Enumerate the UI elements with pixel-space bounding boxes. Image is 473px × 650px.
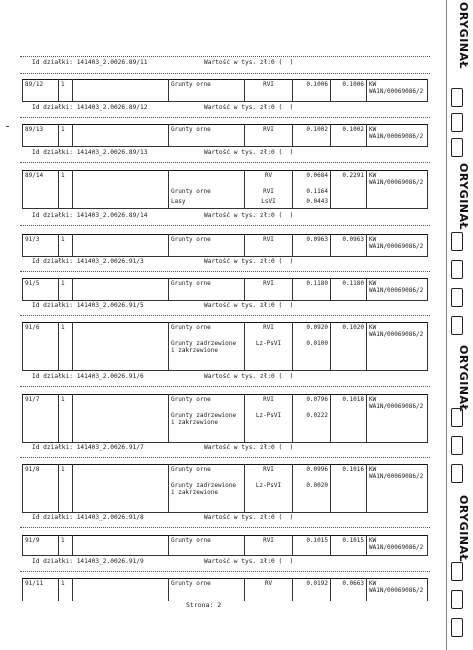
value-label: Wartość w tys. zł:0 ( ) [204,558,294,565]
lp: 1 [59,323,73,340]
land-type: Grunty orne [169,395,245,412]
land-type [169,171,245,188]
lp: 1 [59,536,73,556]
land-class: RV [245,579,293,601]
parcel-number: 91/11 [23,579,59,601]
record-91-5 [22,278,427,301]
parcel-id: Id działki: 141403_2.0026.91/8 [32,514,144,521]
lp: 1 [59,395,73,412]
land-type: Grunty orne [169,279,245,301]
stamp-box [451,590,463,609]
scan-mark [6,126,9,127]
land-type: Grunty orne [169,323,245,340]
stamp-box [451,316,463,335]
stamp-box [451,113,463,132]
value-label: Wartość w tys. zł:0 ( ) [204,212,294,219]
separator [20,56,430,57]
value-label: Wartość w tys. zł:0 ( ) [204,444,294,451]
land-class: Lz-PsVI [245,339,293,370]
empty-cell [73,279,169,301]
id-line [0,513,420,525]
land-class: RVI [245,323,293,340]
land-type: Grunty orne [169,80,245,102]
area: 0.0020 [293,481,331,512]
land-type: Lasy [169,197,245,208]
area-total: 0.1015 [331,536,367,556]
id-line [0,443,420,455]
empty-cell [73,395,169,412]
area: 0.0100 [293,339,331,370]
kw-number: KW WA1N/00069086/2 [367,323,428,340]
parcel-id: Id działki: 141403_2.0026.91/3 [32,258,144,265]
id-line [0,103,420,115]
value-label: Wartość w tys. zł:0 ( ) [204,149,294,156]
area: 0.0443 [293,197,331,208]
parcel-number: 89/14 [23,171,59,188]
empty-cell [73,579,169,601]
parcel-id: Id działki: 141403_2.0026.91/5 [32,302,144,309]
parcel-id: Id działki: 141403_2.0026.89/12 [32,104,148,111]
original-stamp: ORYGINAŁ [457,163,470,231]
land-type: Grunty orne [169,536,245,556]
land-type: Grunty orne [169,235,245,257]
stamp-box [451,232,463,251]
record-91-11 [22,578,427,601]
separator [20,315,430,316]
parcel-number: 89/12 [23,80,59,102]
parcel-id: Id działki: 141403_2.0026.89/11 [32,59,148,66]
land-class: RVI [245,187,293,197]
id-line [0,372,420,384]
land-class: LsVI [245,197,293,208]
record-89-13 [22,124,427,147]
area: 0.0920 [293,323,331,340]
area-total: 0.0663 [331,579,367,601]
parcel-number: 91/9 [23,536,59,556]
lp: 1 [59,579,73,601]
area: 0.0222 [293,411,331,442]
stamp-box [451,464,463,483]
stamp-box [451,436,463,455]
land-type: Grunty orne [169,465,245,482]
separator [20,571,430,572]
lp: 1 [59,80,73,102]
separator [20,73,430,74]
page-number: Strona: 2 [186,601,222,609]
value-label: Wartość w tys. zł:0 ( ) [204,514,294,521]
area-total: 0.1180 [331,279,367,301]
area-total: 0.1016 [331,465,367,482]
record-89-14 [22,170,427,209]
land-class: RVI [245,465,293,482]
land-type: Grunty zadrzewione i zakrzewione [169,481,245,512]
stamp-box [451,562,463,581]
value-label: Wartość w tys. zł:0 ( ) [204,59,294,66]
empty-cell [73,125,169,147]
id-line [0,211,420,223]
parcel-number: 91/3 [23,235,59,257]
stamp-box [451,618,463,637]
original-stamp: ORYGINAŁ [457,345,470,413]
area-total: 0.1006 [331,80,367,102]
kw-number: KW WA1N/00069086/2 [367,279,428,301]
id-line [0,557,420,569]
stamp-box [451,138,463,157]
area: 0.1002 [293,125,331,147]
area: 0.1006 [293,80,331,102]
id-line [0,257,420,269]
parcel-number: 91/7 [23,395,59,412]
area: 0.1015 [293,536,331,556]
id-line [0,58,420,70]
land-class: RVI [245,279,293,301]
land-class: Lz-PsVI [245,411,293,442]
record-91-8 [22,464,427,513]
parcel-id: Id działki: 141403_2.0026.89/14 [32,212,148,219]
separator [20,225,430,226]
stamp-box [451,288,463,307]
area: 0.1164 [293,187,331,197]
land-type: Grunty zadrzewione i zakrzewione [169,411,245,442]
parcel-number: 89/13 [23,125,59,147]
value-label: Wartość w tys. zł:0 ( ) [204,258,294,265]
margin-line [446,0,447,650]
empty-cell [73,536,169,556]
separator [20,527,430,528]
land-class: RVI [245,536,293,556]
kw-number: KW WA1N/00069086/2 [367,465,428,482]
area-total: 0.1018 [331,395,367,412]
original-stamp-column [444,0,473,650]
area-total: 0.1020 [331,323,367,340]
land-type: Grunty zadrzewione i zakrzewione [169,339,245,370]
lp: 1 [59,125,73,147]
land-type: Grunty orne [169,187,245,197]
parcel-id: Id działki: 141403_2.0026.91/9 [32,558,144,565]
stamp-box [451,260,463,279]
lp: 1 [59,279,73,301]
land-class: RVI [245,125,293,147]
land-type: Grunty orne [169,125,245,147]
record-91-3 [22,234,427,257]
record-91-6 [22,322,427,371]
kw-number: KW WA1N/00069086/2 [367,80,428,102]
land-class: RVI [245,395,293,412]
kw-number: KW WA1N/00069086/2 [367,579,428,601]
lp: 1 [59,171,73,188]
record-91-7 [22,394,427,443]
value-label: Wartość w tys. zł:0 ( ) [204,373,294,380]
original-stamp: ORYGINAŁ [457,495,470,563]
id-line [0,148,420,160]
separator [20,162,430,163]
kw-number: KW WA1N/00069086/2 [367,171,428,188]
empty-cell [73,80,169,102]
record-89-12 [22,79,427,102]
area: 0.0796 [293,395,331,412]
parcel-id: Id działki: 141403_2.0026.91/7 [32,444,144,451]
record-91-9 [22,535,427,556]
value-label: Wartość w tys. zł:0 ( ) [204,302,294,309]
parcel-number: 91/6 [23,323,59,340]
kw-number: KW WA1N/00069086/2 [367,395,428,412]
empty-cell [73,235,169,257]
area-total: 0.0963 [331,235,367,257]
id-line [0,301,420,313]
land-type: Grunty orne [169,579,245,601]
stamp-box [451,408,463,427]
kw-number: KW WA1N/00069086/2 [367,235,428,257]
area: 0.0192 [293,579,331,601]
area: 0.0996 [293,465,331,482]
lp: 1 [59,235,73,257]
separator [20,271,430,272]
separator [20,117,430,118]
area-total: 0.2291 [331,171,367,188]
stamp-box [451,88,463,107]
kw-number: KW WA1N/00069086/2 [367,536,428,556]
parcel-id: Id działki: 141403_2.0026.89/13 [32,149,148,156]
lp: 1 [59,465,73,482]
empty-cell [73,171,169,188]
land-class: RVI [245,235,293,257]
value-label: Wartość w tys. zł:0 ( ) [204,104,294,111]
area-total: 0.1002 [331,125,367,147]
empty-cell [73,323,169,340]
parcel-number: 91/5 [23,279,59,301]
land-class: RV [245,171,293,188]
land-class: RVI [245,80,293,102]
area: 0.0684 [293,171,331,188]
area: 0.0963 [293,235,331,257]
land-class: Lz-PsVI [245,481,293,512]
separator [20,386,430,387]
separator [20,457,430,458]
parcel-number: 91/8 [23,465,59,482]
kw-number: KW WA1N/00069086/2 [367,125,428,147]
original-stamp: ORYGINAŁ [457,2,470,70]
parcel-id: Id działki: 141403_2.0026.91/6 [32,373,144,380]
area: 0.1180 [293,279,331,301]
empty-cell [73,465,169,482]
